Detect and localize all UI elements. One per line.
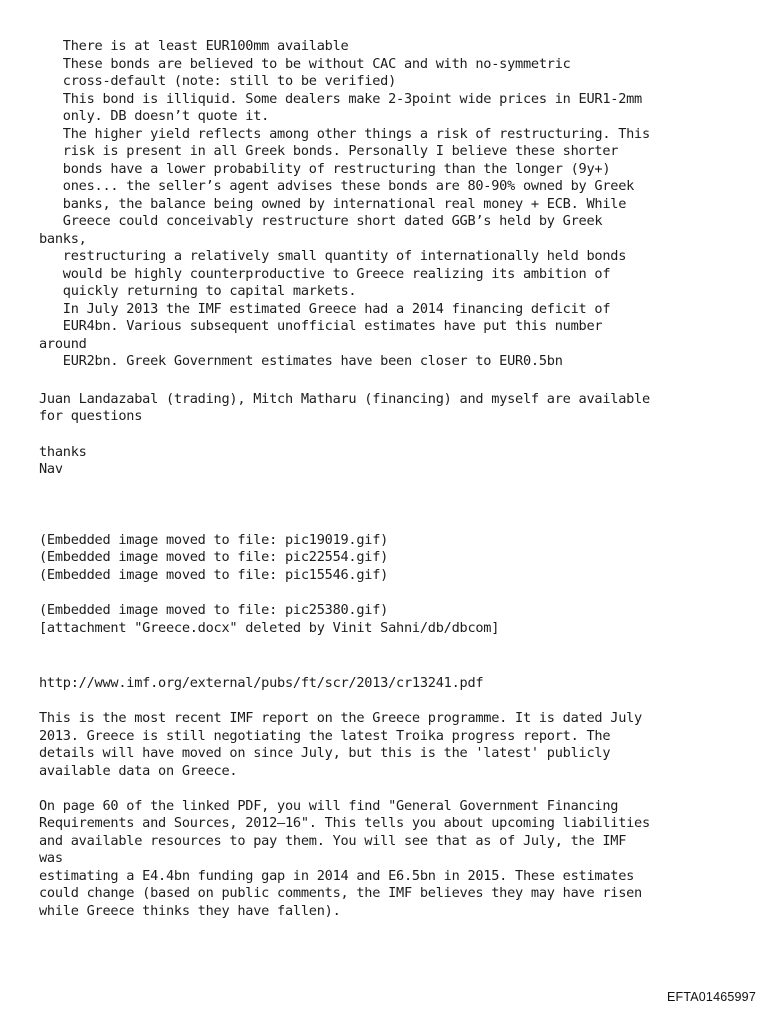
text-line: was xyxy=(39,850,63,866)
text-line: This is the most recent IMF report on the Greece programme. It is dated July xyxy=(39,710,642,726)
text-line: Juan Landazabal (trading), Mitch Matharu (financing) and myself are available xyxy=(39,391,650,407)
text-line: These bonds are believed to be without CAC and with no-symmetric xyxy=(39,56,571,72)
text-line: available data on Greece. xyxy=(39,763,238,779)
text-line: There is at least EUR100mm available xyxy=(39,38,349,54)
text-line: In July 2013 the IMF estimated Greece had a 2014 financing deficit of xyxy=(39,301,611,317)
text-line: and available resources to pay them. You will see that as of July, the IMF xyxy=(39,833,627,849)
text-line: only. DB doesn’t quote it. xyxy=(39,108,270,124)
text-line: (Embedded image moved to file: pic22554.gif) xyxy=(39,549,389,565)
text-line: estimating a E4.4bn funding gap in 2014 and E6.5bn in 2015. These estimates xyxy=(39,868,635,884)
text-line: On page 60 of the linked PDF, you will find "General Government Financing xyxy=(39,798,619,814)
text-line: cross-default (note: still to be verified) xyxy=(39,73,397,89)
text-line: ones... the seller’s agent advises these bonds are 80-90% owned by Greek xyxy=(39,178,635,194)
text-line: banks, xyxy=(39,231,87,247)
text-line: Requirements and Sources, 2012–16". This tells you about upcoming liabilities xyxy=(39,815,650,831)
sender-name: Nav xyxy=(39,461,63,477)
imf-report-link[interactable]: http://www.imf.org/external/pubs/ft/scr/2013/cr13241.pdf xyxy=(39,675,484,691)
text-line: for questions xyxy=(39,408,143,424)
text-line: EUR4bn. Various subsequent unofficial estimates have put this number xyxy=(39,318,603,334)
text-line: The higher yield reflects among other things a risk of restructuring. This xyxy=(39,126,650,142)
attachment-deleted-note: [attachment "Greece.docx" deleted by Vinit Sahni/db/dbcom] xyxy=(39,620,500,636)
text-line: thanks xyxy=(39,444,87,460)
text-line: 2013. Greece is still negotiating the latest Troika progress report. The xyxy=(39,728,611,744)
text-line: quickly returning to capital markets. xyxy=(39,283,357,299)
text-line: would be highly counterproductive to Greece realizing its ambition of xyxy=(39,266,611,282)
text-line: details will have moved on since July, but this is the 'latest' publicly xyxy=(39,745,611,761)
text-line: Greece could conceivably restructure short dated GGB’s held by Greek xyxy=(39,213,603,229)
text-line: EUR2bn. Greek Government estimates have been closer to EUR0.5bn xyxy=(39,353,563,369)
text-line: (Embedded image moved to file: pic19019.gif) xyxy=(39,532,389,548)
text-line: banks, the balance being owned by international real money + ECB. While xyxy=(39,196,627,212)
text-line: risk is present in all Greek bonds. Personally I believe these shorter xyxy=(39,143,619,159)
text-line: (Embedded image moved to file: pic25380.gif) xyxy=(39,602,389,618)
text-line: restructuring a relatively small quantity of internationally held bonds xyxy=(39,248,627,264)
text-line: bonds have a lower probability of restructuring than the longer (9y+) xyxy=(39,161,611,177)
text-line: around xyxy=(39,336,87,352)
text-line: could change (based on public comments, the IMF believes they may have risen xyxy=(39,885,642,901)
text-line: while Greece thinks they have fallen). xyxy=(39,903,341,919)
document-id: EFTA01465997 xyxy=(666,990,756,1004)
text-line: This bond is illiquid. Some dealers make 2-3point wide prices in EUR1-2mm xyxy=(39,91,642,107)
text-line: (Embedded image moved to file: pic15546.gif) xyxy=(39,567,389,583)
